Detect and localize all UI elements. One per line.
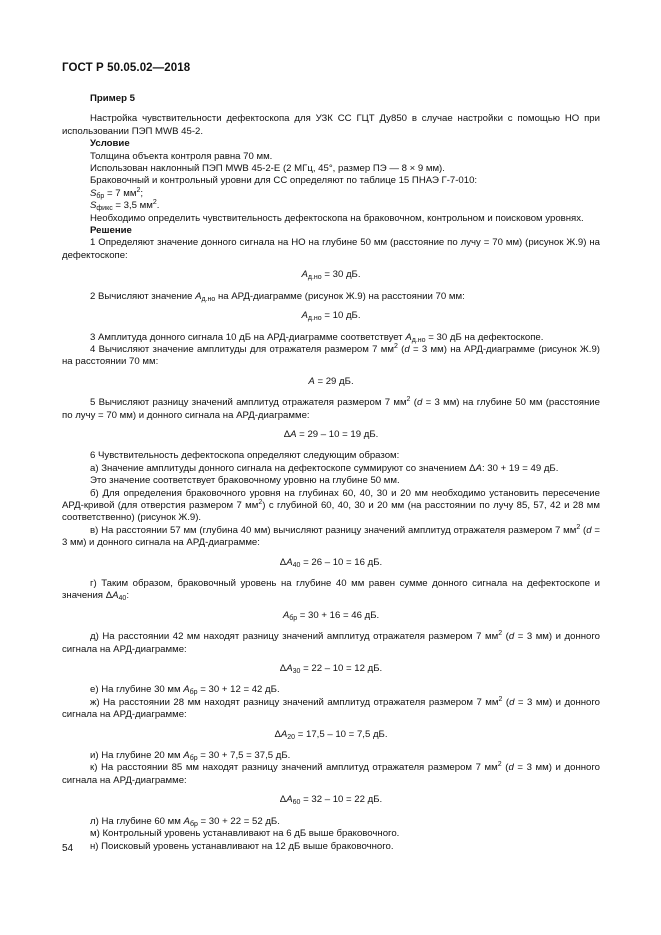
step-6i: и) На глубине 20 мм $A_{бр} = 30 + 7,5 = 37,5$ дБ. — [90, 750, 291, 763]
formula-5: $\Delta A_{40} = 26 - 10 = 16$ дБ. — [279, 556, 383, 569]
page-number: 54 — [62, 843, 74, 854]
step-6: 6 Чувствительность дефектоскопа определяют следующим образом: — [90, 450, 400, 462]
step-6a-note: Это значение соответствует браковочному уровню на глубине 50 мм. — [90, 475, 400, 487]
step-6d: д) На расстоянии 42 мм находят разницу значений амплитуд отражателя размером 7 $мм^2$ (d = 3 мм) и донного сигнала на АРД-диаграмме: — [62, 630, 600, 655]
step-6m: м) Контрольный уровень устанавливают на 6 дБ выше браковочного. — [90, 828, 400, 840]
step-6l: л) На глубине 60 мм $A_{бр} = 30 + 22 = 52$ дБ. — [90, 815, 280, 828]
document-header: ГОСТ Р 50.05.02—2018 — [62, 62, 191, 74]
step-6zh: ж) На расстоянии 28 мм находят разницу значений амплитуд отражателя размером 7 $мм^2$ (d = 3 мм) и донного сигнала на АРД-диаграмме: — [62, 695, 601, 721]
step-6g: г) Таким образом, браковочный уровень на глубине 40 мм равен сумме донного сигнала на дефектоскопе и значения $\Delta A_{40}$: — [62, 578, 600, 603]
solution-title: Решение — [90, 225, 132, 237]
formula-3: A = 29 дБ. — [308, 375, 354, 387]
formula-1: $A_{д.но} = 30$ дБ. — [301, 269, 361, 282]
example-intro: Настройка чувствительности дефектоскопа для УЗК СС ГЦТ Ду850 в случае настройки с помощью НО при использовании ПЭП MWB 45-2. — [62, 113, 600, 137]
step-4: 4 Вычисляют значение амплитуды для отражателя размером 7 $мм^2$ (d = 3 мм) на АРД-диаграмме (рисунок Ж.9) на расстоянии 70 мм: — [62, 342, 600, 368]
step-6n: н) Поисковый уровень устанавливают на 12 дБ выше браковочного. — [90, 840, 394, 852]
document-body — [62, 93, 600, 853]
example-title: Пример 5 — [90, 93, 135, 104]
condition-transducer: Использован наклонный ПЭП MWB 45-2-E (2 МГц, 45°, размер ПЭ — 8 × 9 мм). — [90, 163, 445, 175]
condition-s-br: $S_{бр} = 7$ $мм^2$; — [90, 186, 144, 200]
condition-title: Условие — [90, 138, 130, 150]
formula-8: $\Delta A_{20} = 17,5 - 10 = 7,5$ дБ. — [274, 728, 388, 741]
step-6v: в) На расстоянии 57 мм (глубина 40 мм) вычисляют разницу значений амплитуд отражателя размером 7 $мм^2$ (d = 3 мм) и донного сигнала на АРД-диаграмме: — [62, 523, 600, 549]
condition-thickness: Толщина объекта контроля равна 70 мм. — [90, 150, 273, 162]
step-2: 2 Вычисляют значение $A_{д.но}$ на АРД-диаграмме (рисунок Ж.9) на расстоянии 70 мм: — [90, 290, 465, 303]
formula-2: $A_{д.но} = 10$ дБ. — [301, 310, 361, 323]
condition-task: Необходимо определить чувствительность дефектоскопа на браковочном, контрольном и поисковом уровнях. — [90, 212, 584, 224]
condition-levels: Браковочный и контрольный уровни для СС определяют по таблице 15 ПНАЭ Г-7-010: — [90, 175, 478, 187]
step-6e: е) На глубине 30 мм $A_{бр} = 30 + 12 = 42$ дБ. — [90, 684, 280, 697]
step-6a: а) Значение амплитуды донного сигнала на дефектоскопе суммируют со значением ΔA: 30 + 19 = 49 дБ. — [90, 462, 559, 474]
formula-7: $\Delta A_{30} = 22 - 10 = 12$ дБ. — [279, 663, 383, 676]
step-6b: б) Для определения браковочного уровня на глубинах 60, 40, 30 и 20 мм необходимо установить пересечение АРД-кривой (для отверстия размером 7 $мм^2$) с глубиной 60, 40, 30 и 20 мм (на расстоянии по лучу 85, 57, 42 и 28 мм соответственно) (рисунок Ж.9). — [62, 487, 600, 524]
condition-s-fix: $S_{фикс} = 3,5$ $мм^2$. — [90, 199, 160, 213]
step-6k: к) На расстоянии 85 мм находят разницу значений амплитуд отражателя размером 7 $мм^2$ (d = 3 мм) и донного сигнала на АРД-диаграмме: — [62, 761, 600, 786]
step-5: 5 Вычисляют разницу значений амплитуд отражателя размером 7 $мм^2$ (d = 3 мм) на глубине 50 мм (расстояние по лучу = 70 мм) и донного сигнала на АРД-диаграмме: — [62, 396, 600, 421]
formula-9: $\Delta A_{60} = 32 - 10 = 22$ дБ. — [279, 794, 383, 807]
formula-6: $A_{бр} = 30 + 16 = 46$ дБ. — [282, 609, 380, 622]
step-1: 1 Определяют значение донного сигнала на НО на глубине 50 мм (расстояние по лучу = 70 мм) (рисунок Ж.9) на дефектоскопе: — [62, 237, 600, 261]
step-3: 3 Амплитуда донного сигнала 10 дБ на АРД-диаграмме соответствует $A_{д.но} = 30$ дБ на дефектоскопе. — [90, 331, 544, 344]
formula-4: ΔA = 29 – 10 = 19 дБ. — [283, 428, 379, 440]
